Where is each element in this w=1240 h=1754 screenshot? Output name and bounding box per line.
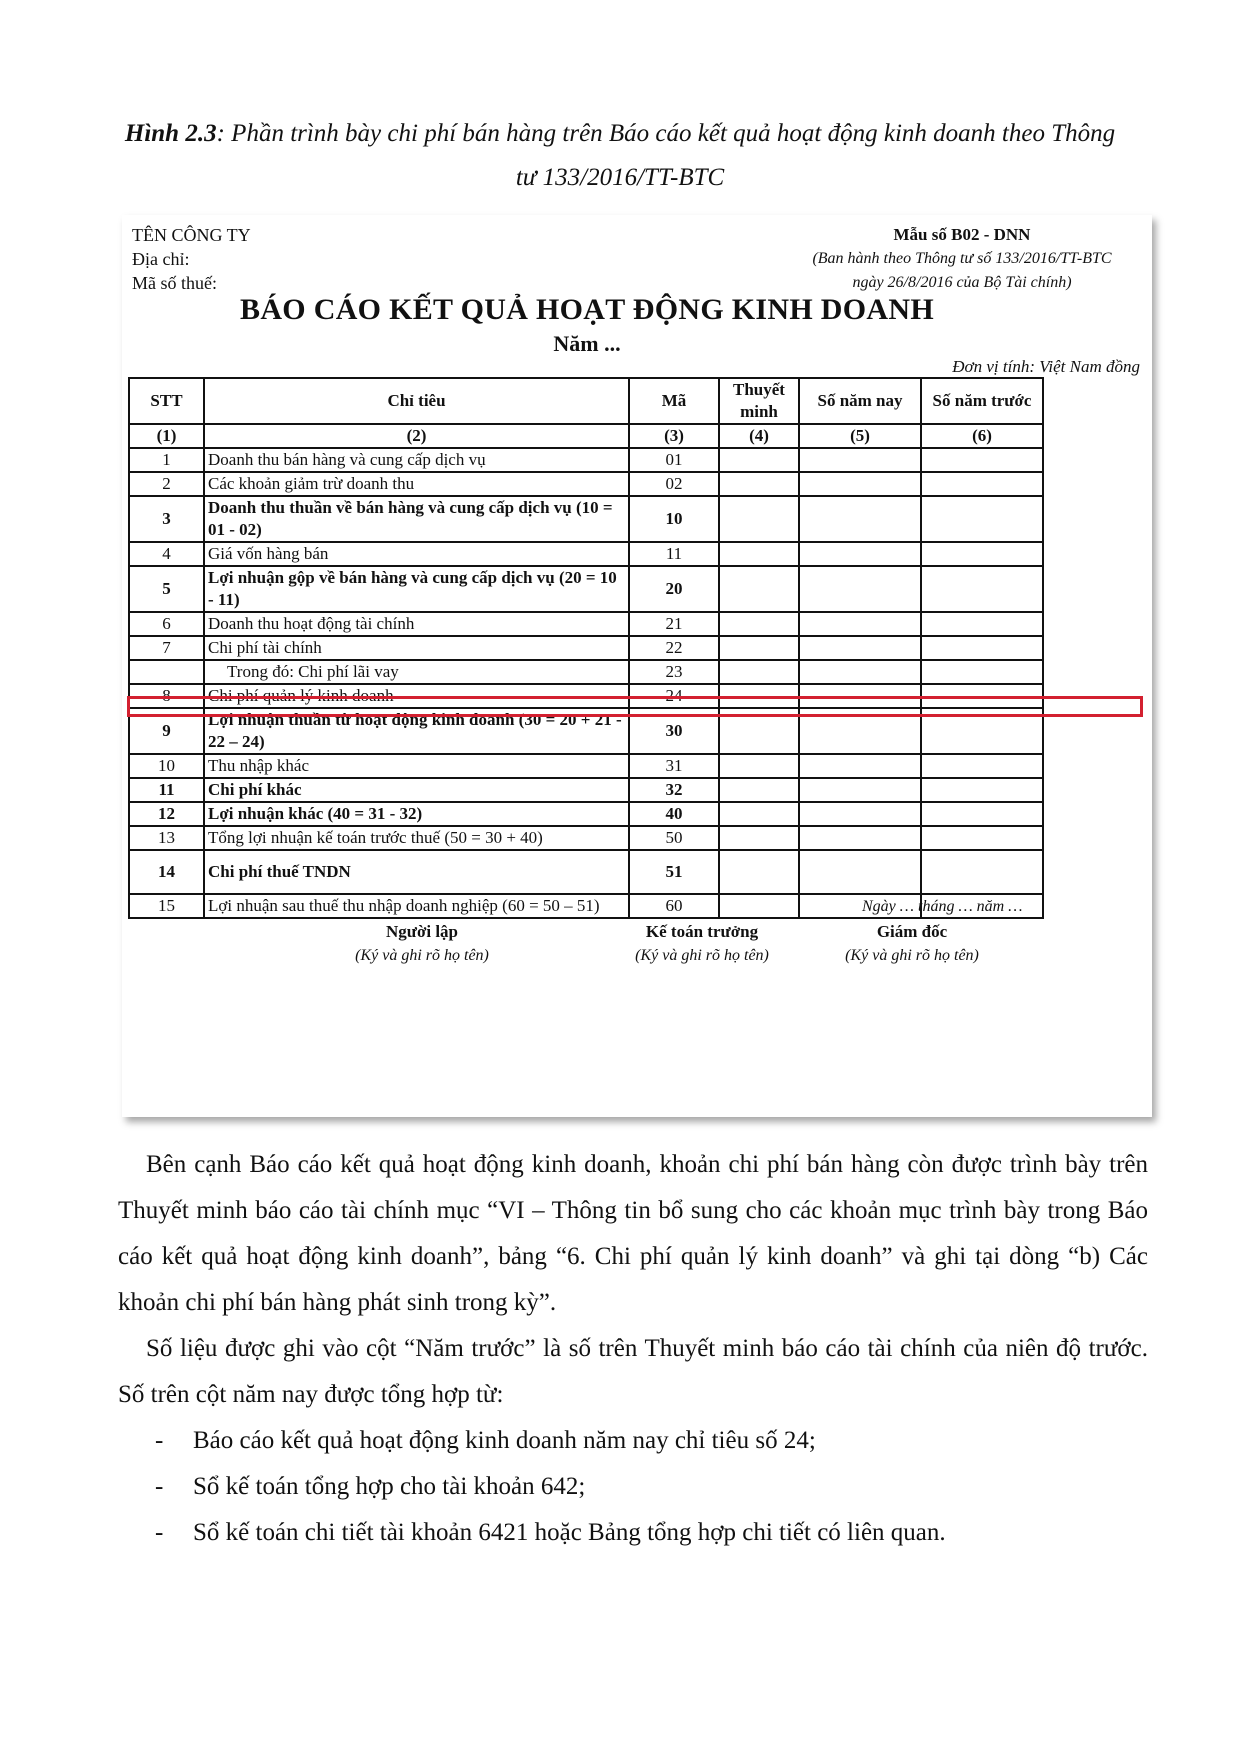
report-year: Năm ... [553, 331, 621, 356]
item-cell: Doanh thu thuần về bán hàng và cung cấp dịch vụ (10 = 01 - 02) [204, 496, 629, 542]
stt-cell: 9 [129, 708, 204, 754]
current-year-cell [799, 636, 921, 660]
current-year-cell [799, 778, 921, 802]
col-header: Thuyết minh [719, 378, 799, 424]
item-cell: Thu nhập khác [204, 754, 629, 778]
code-cell: 24 [629, 684, 719, 708]
paragraph-2: Số liệu được ghi vào cột “Năm trước” là số trên Thuyết minh báo cáo tài chính của niên độ trước. Số trên cột năm nay được tổng hợp từ: [118, 1335, 1148, 1408]
code-cell: 02 [629, 472, 719, 496]
item-cell: Lợi nhuận sau thuế thu nhập doanh nghiệp (60 = 50 – 51) [204, 894, 629, 918]
note-cell [719, 566, 799, 612]
prior-year-cell [921, 850, 1043, 894]
bullet-item [155, 1418, 816, 1464]
current-year-cell [799, 850, 921, 894]
note-cell [719, 894, 799, 918]
current-year-cell [799, 566, 921, 612]
col-header: Mã [629, 378, 719, 424]
company-tax-code: Mã số thuế: [132, 273, 217, 293]
col-header: Chỉ tiêu [204, 378, 629, 424]
current-year-cell [799, 660, 921, 684]
form-header [782, 223, 1142, 295]
signature-preparer [332, 920, 512, 968]
item-cell: Tổng lợi nhuận kế toán trước thuế (50 = 30 + 40) [204, 826, 629, 850]
table-row [129, 448, 1043, 472]
table-row [129, 826, 1043, 850]
report-table [128, 377, 1044, 919]
bullet-mark: - [155, 1473, 164, 1500]
bullet-text: Báo cáo kết quả hoạt động kinh doanh năm nay chỉ tiêu số 24; [193, 1427, 816, 1454]
item-cell: Giá vốn hàng bán [204, 542, 629, 566]
company-address: Địa chỉ: [132, 249, 190, 269]
date-line: Ngày … tháng … năm … [862, 898, 1023, 915]
signature-note: (Ký và ghi rõ họ tên) [355, 947, 489, 964]
stt-cell: 10 [129, 754, 204, 778]
col-number: (3) [629, 424, 719, 448]
current-year-cell [799, 826, 921, 850]
form-number: Mẫu số B02 - DNN [893, 225, 1031, 244]
item-cell: Chi phí thuế TNDN [204, 850, 629, 894]
item-cell: Lợi nhuận thuần từ hoạt động kinh doanh (30 = 20 + 21 - 22 – 24) [204, 708, 629, 754]
item-cell: Lợi nhuận khác (40 = 31 - 32) [204, 802, 629, 826]
col-number: (1) [129, 424, 204, 448]
note-cell [719, 660, 799, 684]
current-year-cell [799, 496, 921, 542]
item-cell: Chi phí khác [204, 778, 629, 802]
stt-cell: 3 [129, 496, 204, 542]
current-year-cell [799, 542, 921, 566]
bullet-item [155, 1464, 585, 1510]
current-year-cell [799, 802, 921, 826]
prior-year-cell [921, 566, 1043, 612]
note-cell [719, 496, 799, 542]
bullet-text: Sổ kế toán chi tiết tài khoản 6421 hoặc Bảng tổng hợp chi tiết có liên quan. [193, 1519, 946, 1546]
report-unit: Đơn vị tính: Việt Nam đồng [952, 357, 1140, 376]
note-cell [719, 826, 799, 850]
caption-text: : Phần trình bày chi phí bán hàng trên Báo cáo kết quả hoạt động kinh doanh theo Thông tư 133/2016/TT-BTC [216, 120, 1116, 191]
prior-year-cell [921, 778, 1043, 802]
caption-label: Hình 2.3 [124, 120, 217, 147]
bullet-mark: - [155, 1427, 164, 1454]
prior-year-cell [921, 472, 1043, 496]
table-row [129, 660, 1043, 684]
note-cell [719, 802, 799, 826]
stt-cell: 12 [129, 802, 204, 826]
current-year-cell [799, 754, 921, 778]
col-number: (6) [921, 424, 1043, 448]
company-header [132, 223, 251, 295]
note-cell [719, 542, 799, 566]
bullet-item [155, 1510, 946, 1556]
code-cell: 10 [629, 496, 719, 542]
prior-year-cell [921, 542, 1043, 566]
item-cell: Trong đó: Chi phí lãi vay [204, 660, 629, 684]
col-header: STT [129, 378, 204, 424]
prior-year-cell [921, 754, 1043, 778]
table-row [129, 802, 1043, 826]
signature-title: Người lập [385, 922, 459, 941]
note-cell [719, 850, 799, 894]
stt-cell: 14 [129, 850, 204, 894]
current-year-cell [799, 612, 921, 636]
code-cell: 30 [629, 708, 719, 754]
table-row [129, 612, 1043, 636]
item-cell: Chi phí tài chính [204, 636, 629, 660]
report-form-image [122, 215, 1152, 1117]
code-cell: 31 [629, 754, 719, 778]
code-cell: 32 [629, 778, 719, 802]
table-colnum-row [129, 424, 1043, 448]
stt-cell: 15 [129, 894, 204, 918]
note-cell [719, 612, 799, 636]
code-cell: 40 [629, 802, 719, 826]
current-year-cell [799, 448, 921, 472]
company-name: TÊN CÔNG TY [132, 225, 251, 245]
signature-note: (Ký và ghi rõ họ tên) [845, 947, 979, 964]
item-cell: Doanh thu bán hàng và cung cấp dịch vụ [204, 448, 629, 472]
form-issued-line1: (Ban hành theo Thông tư số 133/2016/TT-BTC [812, 250, 1112, 267]
current-year-cell [799, 472, 921, 496]
code-cell: 51 [629, 850, 719, 894]
figure-caption [120, 112, 1120, 200]
table-row [129, 542, 1043, 566]
signature-title: Giám đốc [876, 922, 948, 941]
stt-cell: 1 [129, 448, 204, 472]
stt-cell: 8 [129, 684, 204, 708]
note-cell [719, 636, 799, 660]
signature-title: Kế toán trưởng [645, 922, 759, 941]
stt-cell: 7 [129, 636, 204, 660]
stt-cell: 13 [129, 826, 204, 850]
prior-year-cell [921, 802, 1043, 826]
code-cell: 23 [629, 660, 719, 684]
table-row [129, 496, 1043, 542]
table-row [129, 566, 1043, 612]
code-cell: 22 [629, 636, 719, 660]
code-cell: 01 [629, 448, 719, 472]
note-cell [719, 472, 799, 496]
col-number: (2) [204, 424, 629, 448]
note-cell [719, 754, 799, 778]
prior-year-cell [921, 496, 1043, 542]
form-issued-line2: ngày 26/8/2016 của Bộ Tài chính) [852, 274, 1072, 291]
stt-cell: 5 [129, 566, 204, 612]
stt-cell [129, 660, 204, 684]
item-cell: Các khoản giảm trừ doanh thu [204, 472, 629, 496]
prior-year-cell [921, 612, 1043, 636]
code-cell: 60 [629, 894, 719, 918]
col-header: Số năm trước [921, 378, 1043, 424]
table-header-row [129, 378, 1043, 424]
note-cell [719, 448, 799, 472]
code-cell: 20 [629, 566, 719, 612]
code-cell: 50 [629, 826, 719, 850]
stt-cell: 4 [129, 542, 204, 566]
table-row [129, 636, 1043, 660]
item-cell: Chi phí quản lý kinh doanh [204, 684, 629, 708]
stt-cell: 2 [129, 472, 204, 496]
table-row [129, 850, 1043, 894]
bullet-text: Sổ kế toán tổng hợp cho tài khoản 642; [193, 1473, 586, 1500]
col-number: (4) [719, 424, 799, 448]
item-cell: Doanh thu hoạt động tài chính [204, 612, 629, 636]
prior-year-cell [921, 636, 1043, 660]
prior-year-cell [921, 660, 1043, 684]
signature-director [822, 920, 1002, 968]
prior-year-cell [921, 448, 1043, 472]
item-cell: Lợi nhuận gộp về bán hàng và cung cấp dịch vụ (20 = 10 - 11) [204, 566, 629, 612]
prior-year-cell [921, 826, 1043, 850]
note-cell [719, 778, 799, 802]
col-header: Số năm nay [799, 378, 921, 424]
report-title: BÁO CÁO KẾT QUẢ HOẠT ĐỘNG KINH DOANH [240, 293, 934, 326]
code-cell: 11 [629, 542, 719, 566]
col-number: (5) [799, 424, 921, 448]
code-cell: 21 [629, 612, 719, 636]
bullet-mark: - [155, 1519, 164, 1546]
highlight-box [127, 696, 1143, 717]
table-row [129, 754, 1043, 778]
paragraph-1: Bên cạnh Báo cáo kết quả hoạt động kinh doanh, khoản chi phí bán hàng còn được trình bày trên Thuyết minh báo cáo tài chính mục “VI – Thông tin bổ sung cho các khoản mục trình bày trong Báo cáo kết quả hoạt động kinh doanh”, bảng “6. Chi phí quản lý kinh doanh” và ghi tại dòng “b) Các khoản chi phí bán hàng phát sinh trong kỳ”. [118, 1151, 1148, 1316]
stt-cell: 11 [129, 778, 204, 802]
table-row [129, 472, 1043, 496]
signature-note: (Ký và ghi rõ họ tên) [635, 947, 769, 964]
stt-cell: 6 [129, 612, 204, 636]
signature-chief-accountant [612, 920, 792, 968]
table-row [129, 778, 1043, 802]
